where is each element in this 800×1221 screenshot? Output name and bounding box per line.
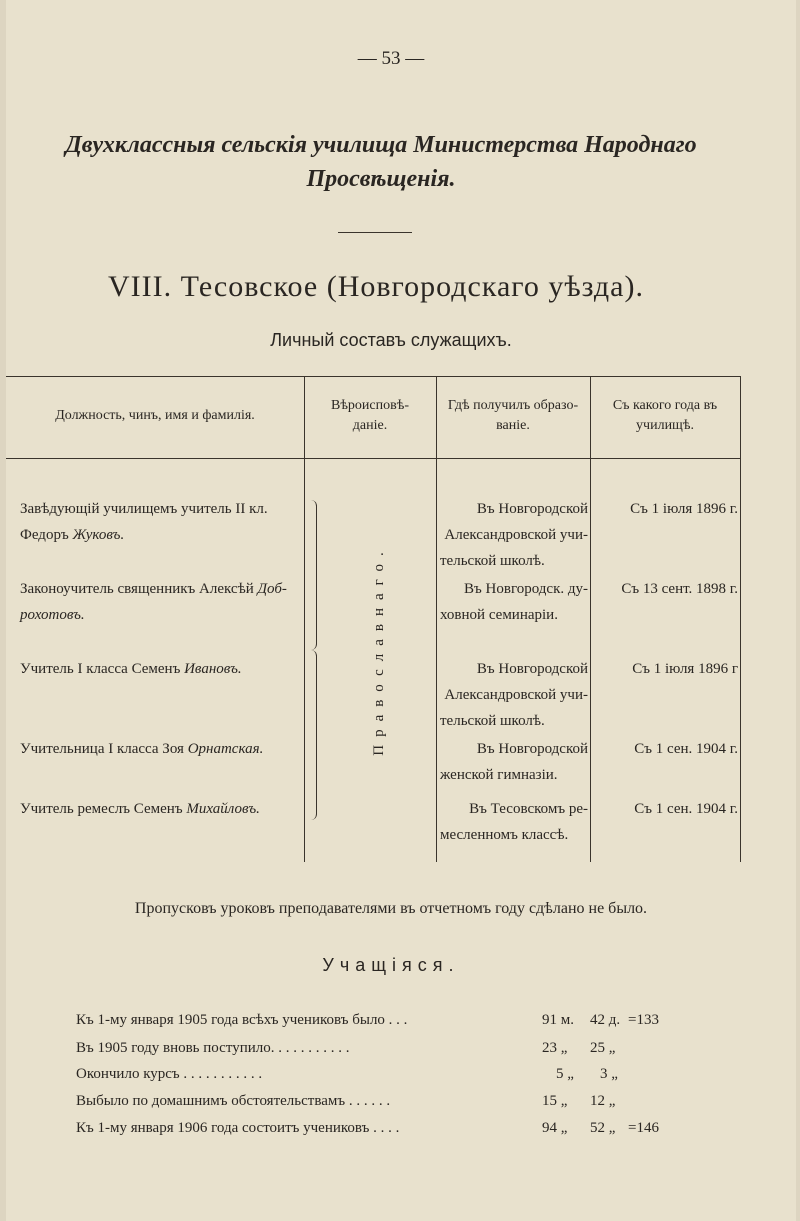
education-text: ховной семинаріи. [440, 607, 558, 623]
student-boys: 94 „ [542, 1120, 568, 1136]
title-line-1: Двухклассныя сельскія училища Министерства Народнаго [65, 132, 697, 158]
table-row-position [20, 576, 304, 628]
table-row-since: Съ 1 сен. 1904 г. [634, 741, 738, 757]
students-heading: Учащіяся. [322, 955, 460, 975]
staff-surname: рохотовъ. [20, 607, 85, 623]
student-row [76, 1012, 659, 1029]
position-text [20, 522, 304, 548]
student-boys: 15 „ [542, 1093, 568, 1109]
page-number: — 53 — [357, 48, 425, 69]
student-girls: 12 „ [590, 1093, 616, 1109]
document-title [6, 128, 756, 196]
table-row-education [440, 736, 588, 788]
religion-value: Православнаго. [371, 544, 387, 756]
position-text: Завѣдующій училищемъ учитель II кл. [20, 501, 268, 517]
staff-surname: Доб- [257, 581, 287, 597]
education-text: Въ Новгородской [476, 741, 588, 757]
student-row [76, 1120, 659, 1137]
table-row-position [20, 656, 304, 682]
position-text [20, 656, 304, 682]
absence-note: Пропусковъ уроковъ преподавателями въ отчетномъ году сдѣлано не было. [134, 900, 648, 917]
student-girls: 52 „ [590, 1120, 616, 1136]
education-text: Въ Новгородской [476, 661, 588, 677]
position-text [20, 736, 304, 762]
education-text: месленномъ классѣ. [440, 827, 569, 843]
student-row-label: Въ 1905 году вновь поступило. . . . . . . . . . . [76, 1040, 350, 1056]
header-education-line: Гдѣ получилъ образо- [447, 398, 579, 413]
table-row-education [440, 576, 588, 628]
header-position: Должность, чинъ, имя и фамилія. [55, 408, 255, 423]
position-text-plain: Учитель I класса Семенъ [20, 661, 185, 677]
table-row-position [20, 736, 304, 762]
student-row-label: Выбыло по домашнимъ обстоятельствамъ . . . . . . [76, 1093, 391, 1109]
table-row-position [20, 496, 304, 548]
school-heading: VIII. Тесовское (Новгородскаго уѣзда). [108, 270, 644, 303]
header-religion [304, 396, 436, 436]
header-religion-line: Вѣроисповѣ- [330, 398, 409, 413]
table-row-education [440, 656, 588, 734]
religion-vertical [364, 540, 394, 760]
group-brace [306, 650, 317, 820]
student-girls: 42 д. [590, 1012, 621, 1028]
header-since-line: Съ какого года въ [612, 398, 718, 413]
title-line-2: Просвѣщенія. [306, 166, 456, 192]
education-text: тельской школѣ. [440, 553, 545, 569]
student-row [76, 1066, 618, 1083]
staff-table [6, 372, 796, 862]
position-text-plain: Учительница I класса Зоя [20, 741, 188, 757]
position-text-plain: Законоучитель священникъ Алексѣй [20, 581, 258, 597]
group-brace [306, 500, 317, 650]
student-boys: 91 м. [542, 1012, 574, 1028]
student-total: =133 [628, 1012, 659, 1028]
student-row-label: Къ 1-му января 1906 года состоитъ учениковъ . . . . [76, 1120, 400, 1136]
table-row-education [440, 496, 588, 574]
staff-surname: Ивановъ. [184, 661, 242, 677]
table-row-since: Съ 13 сент. 1898 г. [621, 581, 738, 597]
position-text-plain: Учитель ремеслъ Семенъ [20, 801, 187, 817]
table-row-education [440, 796, 588, 848]
table-row-since: Съ 1 іюля 1896 г [632, 661, 738, 677]
student-row-label: Окончило курсъ . . . . . . . . . . . [76, 1066, 263, 1082]
table-row-since: Съ 1 сен. 1904 г. [634, 801, 738, 817]
student-girls: 25 „ [590, 1040, 616, 1056]
education-text: тельской школѣ. [440, 713, 545, 729]
book-page [6, 0, 796, 1221]
student-girls: 3 „ [600, 1066, 618, 1082]
header-since [590, 396, 740, 436]
staff-surname: Михайловъ. [186, 801, 260, 817]
student-boys: 23 „ [542, 1040, 568, 1056]
education-text: женской гимназіи. [440, 767, 558, 783]
position-text-plain: Федоръ [20, 527, 73, 543]
staff-subheading: Личный составъ служащихъ. [270, 330, 512, 350]
education-text: Александровской учи- [444, 527, 588, 543]
table-row-position [20, 796, 304, 822]
education-text: Въ Тесовскомъ ре- [469, 801, 588, 817]
table-row-since: Съ 1 іюля 1896 г. [630, 501, 738, 517]
position-text [20, 576, 304, 602]
education-text: Въ Новгородской [476, 501, 588, 517]
column-divider [304, 376, 305, 862]
student-row [76, 1093, 616, 1110]
column-divider [590, 376, 591, 862]
header-education-line: ваніе. [496, 418, 530, 433]
column-divider [740, 376, 741, 862]
header-education [436, 396, 590, 436]
table-header-rule [6, 458, 741, 459]
staff-surname: Орнатская. [187, 741, 264, 757]
student-boys: 5 „ [556, 1066, 574, 1082]
table-top-rule [6, 376, 741, 377]
header-religion-line: даніе. [352, 418, 388, 433]
student-total: =146 [628, 1120, 659, 1136]
student-row [76, 1040, 616, 1057]
student-row-label: Къ 1-му января 1905 года всѣхъ учениковъ было . . . [76, 1012, 408, 1028]
header-since-line: училищѣ. [636, 418, 694, 433]
column-divider [436, 376, 437, 862]
staff-surname: Жуковъ. [72, 527, 125, 543]
title-divider [338, 232, 412, 233]
position-text [20, 796, 304, 822]
education-text: Въ Новгородск. ду- [464, 581, 588, 597]
education-text: Александровской учи- [444, 687, 588, 703]
